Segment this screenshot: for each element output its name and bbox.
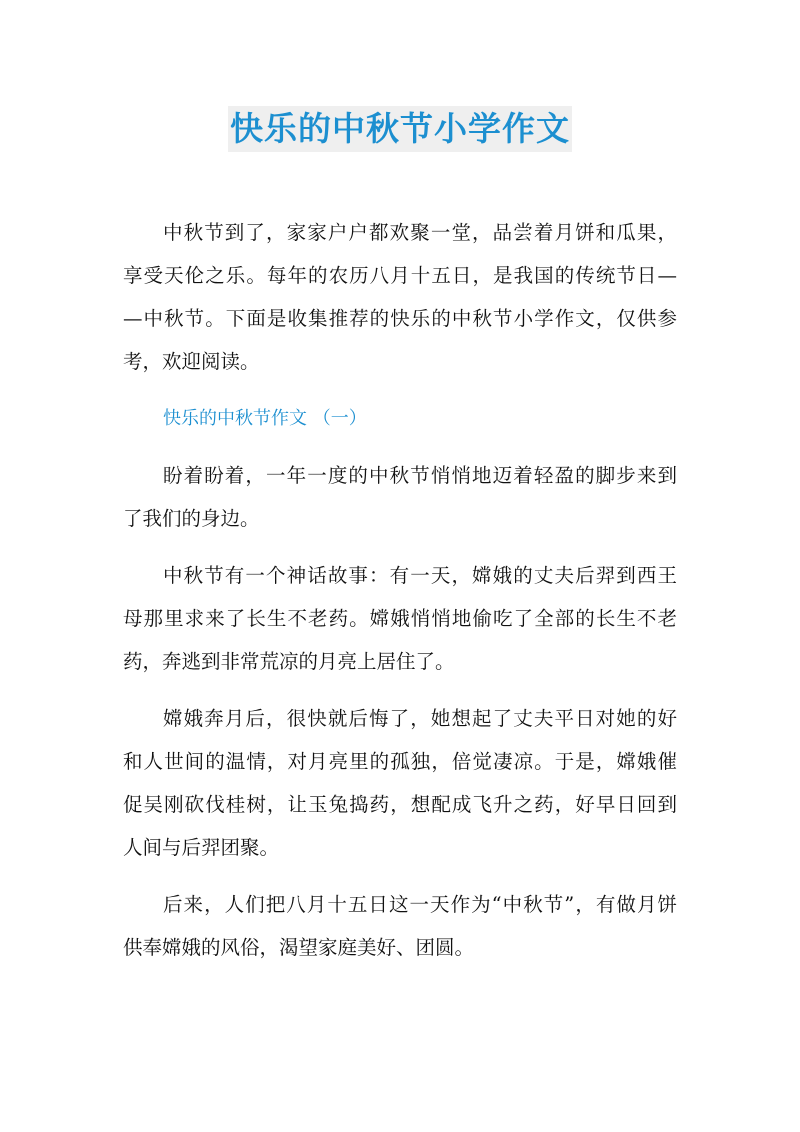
text-line: 享受天伦之乐。每年的农历八月十五日，是我国的传统节日— — [123, 264, 677, 287]
text-line: 供奉嫦娥的风俗，渴望家庭美好、团圆。 — [123, 936, 475, 959]
text-line: 中秋节有一个神话故事：有一天，嫦娥的丈夫后羿到西王 — [163, 564, 677, 587]
title-container — [0, 106, 800, 152]
text-line: 嫦娥奔月后，很快就后悔了，她想起了丈夫平日对她的好 — [163, 707, 677, 730]
document-body — [123, 211, 677, 983]
paragraph — [123, 883, 677, 969]
paragraph — [123, 697, 677, 869]
text-line: 了我们的身边。 — [123, 507, 260, 530]
text-line: 母那里求来了长生不老药。嫦娥悄悄地偷吃了全部的长生不老 — [123, 607, 677, 630]
text-line: 促吴刚砍伐桂树，让玉兔捣药，想配成飞升之药，好早日回到 — [123, 793, 677, 816]
text-line: 人间与后羿团聚。 — [123, 836, 280, 859]
text-line: —中秋节。下面是收集推荐的快乐的中秋节小学作文，仅供参 — [123, 307, 677, 330]
text-line: 后来，人们把八月十五日这一天作为“中秋节”，有做月饼 — [163, 893, 677, 916]
section-heading: 快乐的中秋节作文 （一） — [163, 408, 367, 429]
text-line: 和人世间的温情，对月亮里的孤独，倍觉凄凉。于是，嫦娥催 — [123, 750, 677, 773]
paragraph — [123, 454, 677, 540]
paragraph — [123, 554, 677, 683]
intro-paragraph — [123, 211, 677, 383]
text-line: 药，奔逃到非常荒凉的月亮上居住了。 — [123, 650, 455, 673]
text-line: 考，欢迎阅读。 — [123, 350, 260, 373]
text-line: 盼着盼着，一年一度的中秋节悄悄地迈着轻盈的脚步来到 — [163, 464, 677, 487]
text-line: 中秋节到了，家家户户都欢聚一堂，品尝着月饼和瓜果， — [163, 221, 677, 244]
document-title: 快乐的中秋节小学作文 — [228, 106, 572, 152]
essay-paragraphs — [123, 454, 677, 969]
